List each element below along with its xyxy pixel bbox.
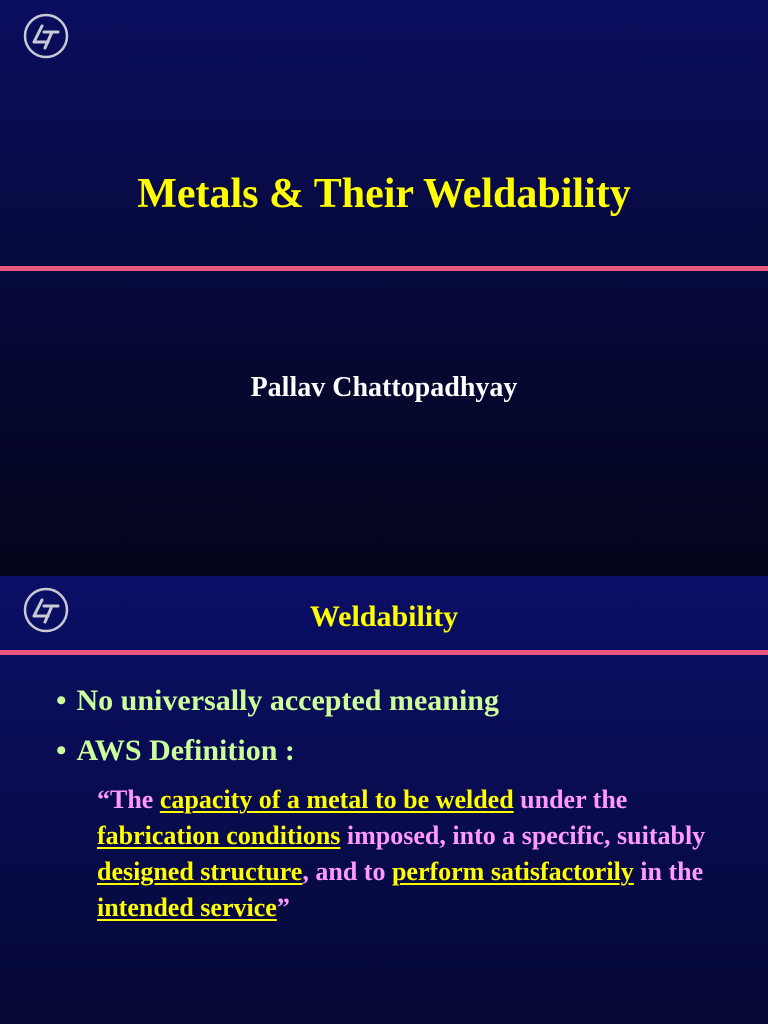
weldability-slide [0, 576, 768, 1024]
bullet-item [56, 734, 295, 768]
definition-highlight: designed structure [97, 857, 303, 886]
author-name: Pallav Chattopadhyay [250, 372, 518, 403]
bullet-text: No universally accepted meaning [76, 684, 499, 717]
definition-text: “The [97, 785, 160, 814]
lt-logo-icon [22, 12, 70, 60]
slide-heading: Weldability [309, 600, 459, 633]
definition-text: ” [276, 893, 290, 922]
aws-definition-quote [97, 782, 737, 926]
definition-highlight: capacity of a metal to be welded [159, 785, 514, 814]
bullet-dot-icon: • [56, 684, 67, 717]
definition-highlight: perform satisfactorily [391, 857, 634, 886]
slide-title: Metals & Their Weldability [137, 171, 631, 217]
bullet-item [56, 684, 499, 718]
definition-text: under the [513, 785, 628, 814]
definition-text: imposed, into a specific, suitably [340, 821, 706, 850]
definition-text: in the [633, 857, 704, 886]
bullet-dot-icon: • [56, 734, 67, 767]
bullet-text: AWS Definition : [76, 734, 295, 767]
definition-highlight: fabrication conditions [97, 821, 341, 850]
title-divider [0, 266, 768, 271]
definition-highlight: intended service [97, 893, 277, 922]
definition-text: , and to [302, 857, 392, 886]
heading-divider [0, 650, 768, 655]
